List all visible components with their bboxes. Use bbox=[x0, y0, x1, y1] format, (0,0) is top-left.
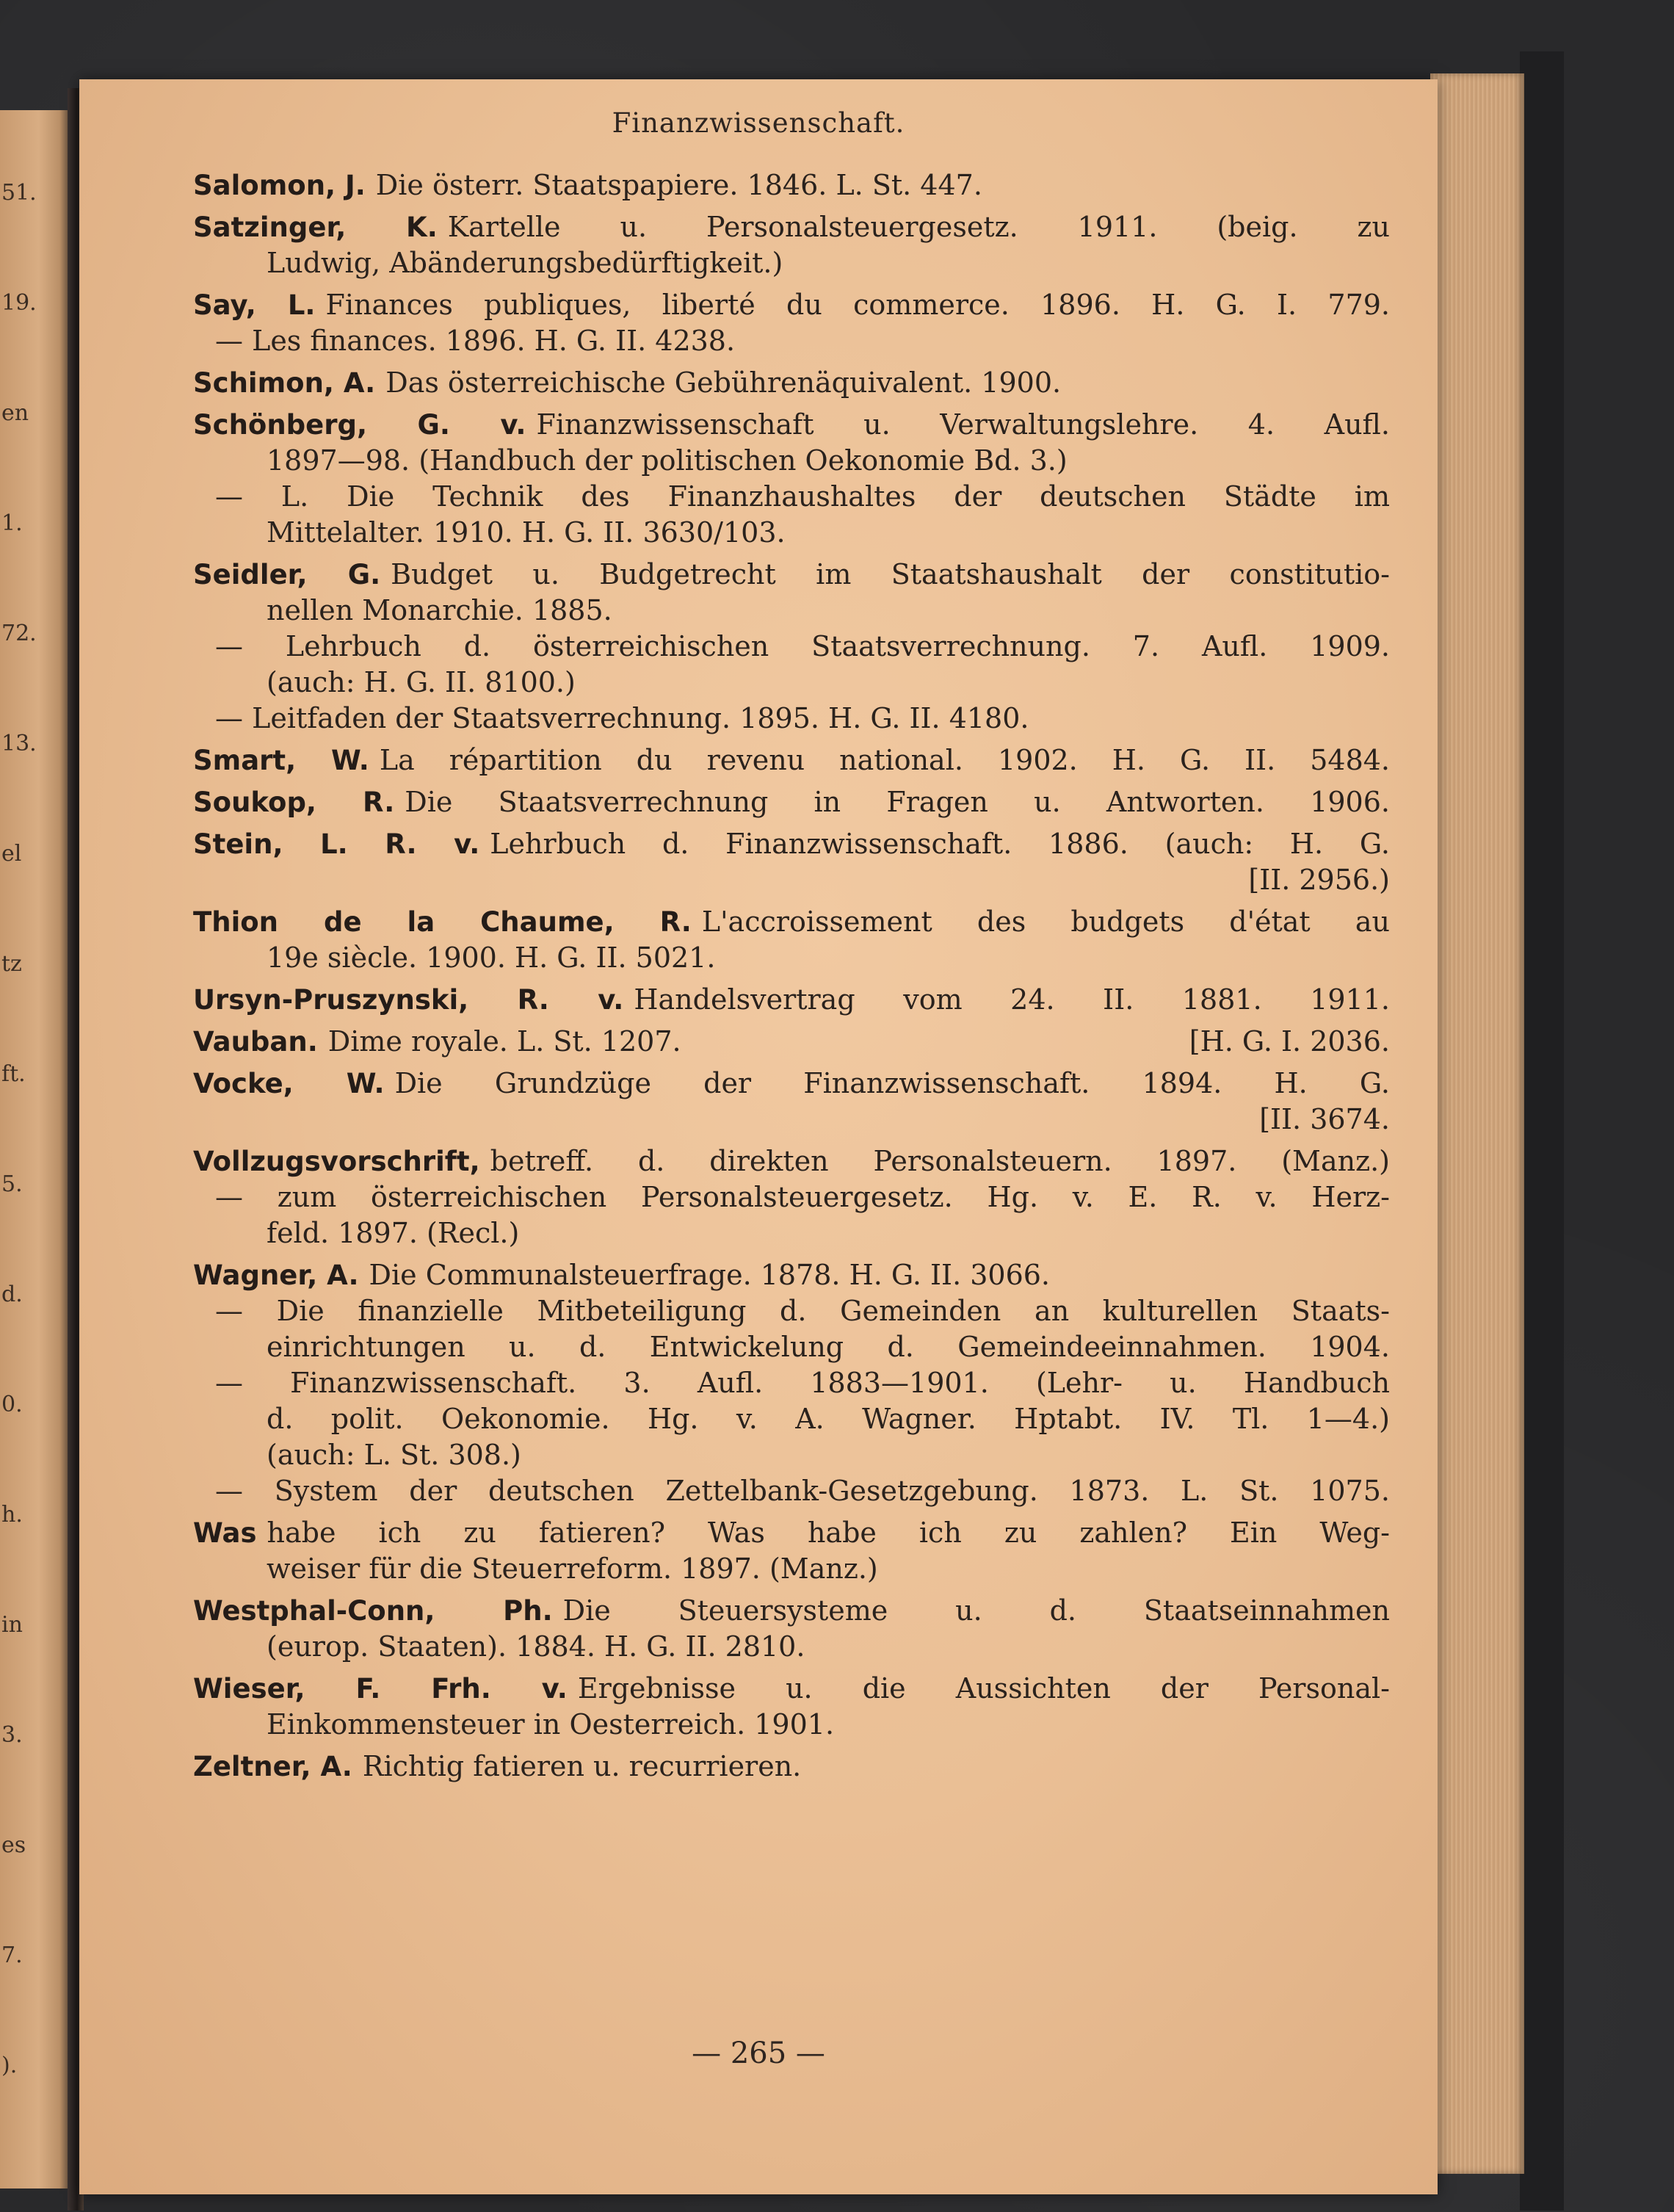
facing-page-edge bbox=[0, 110, 70, 2188]
entry-author: Vocke, W. bbox=[193, 1068, 385, 1099]
entry-author: Wieser, F. Frh. v. bbox=[193, 1673, 568, 1705]
entry-text: — Lehrbuch d. österreichischen Staatsverrechnung. 7. Aufl. 1909. bbox=[215, 630, 1390, 662]
entry-text: habe ich zu fatieren? Was habe ich zu zahlen? Ein Weg- bbox=[267, 1517, 1390, 1549]
entry-text: — Les finances. 1896. H. G. II. 4238. bbox=[215, 325, 736, 357]
facing-page-fragment: tz bbox=[1, 951, 22, 977]
entry-author: Thion de la Chaume, R. bbox=[193, 906, 692, 938]
entry-text: 19e siècle. 1900. H. G. II. 5021. bbox=[267, 941, 716, 974]
facing-page-fragment: es bbox=[1, 1832, 26, 1858]
entry-author: Vauban. bbox=[193, 1026, 318, 1058]
entry-text: [II. 3674. bbox=[1259, 1103, 1390, 1135]
entry-author: Seidler, G. bbox=[193, 559, 381, 590]
facing-page-fragment: 7. bbox=[1, 1942, 23, 1968]
bibliography-entry bbox=[193, 167, 1390, 203]
entry-text: — L. Die Technik des Finanzhaushaltes der deutschen Städte im bbox=[215, 480, 1390, 513]
entry-text: Ludwig, Abänderungsbedürftigkeit.) bbox=[267, 247, 783, 279]
entry-author: Ursyn-Pruszynski, R. v. bbox=[193, 984, 624, 1016]
facing-page-fragment: 72. bbox=[1, 621, 37, 646]
bibliography-entry bbox=[193, 1593, 1390, 1665]
entry-text: (europ. Staaten). 1884. H. G. II. 2810. bbox=[267, 1630, 805, 1663]
entry-text: La répartition du revenu national. 1902. H. G. II. 5484. bbox=[379, 744, 1390, 776]
entry-text: Die österr. Staatspapiere. 1846. L. St. 447. bbox=[375, 169, 982, 201]
bibliography-entry bbox=[193, 557, 1390, 737]
entry-text: Dime royale. L. St. 1207. bbox=[327, 1025, 681, 1058]
bibliography-entry bbox=[193, 1143, 1390, 1251]
bibliography-entry bbox=[193, 209, 1390, 281]
bibliography-entry bbox=[193, 826, 1390, 898]
facing-page-fragment: en bbox=[1, 400, 29, 426]
facing-page-fragment: ). bbox=[1, 2053, 18, 2078]
entry-author: Westphal-Conn, Ph. bbox=[193, 1595, 553, 1627]
entry-text: Einkommensteuer in Oesterreich. 1901. bbox=[267, 1708, 835, 1741]
bibliography-entry bbox=[193, 1257, 1390, 1509]
entry-author: Say, L. bbox=[193, 289, 316, 321]
facing-page-fragment: ft. bbox=[1, 1061, 26, 1087]
page-number: — 265 — bbox=[692, 2036, 825, 2070]
entry-text: einrichtungen u. d. Entwickelung d. Gemeindeeinnahmen. 1904. bbox=[267, 1331, 1390, 1363]
entry-author: Soukop, R. bbox=[193, 787, 395, 818]
entry-text: — Die finanzielle Mitbeteiligung d. Gemeinden an kulturellen Staats- bbox=[215, 1295, 1390, 1327]
entry-author: Zeltner, A. bbox=[193, 1751, 352, 1782]
entry-text: Finances publiques, liberté du commerce. 1896. H. G. I. 779. bbox=[325, 289, 1391, 321]
facing-page-fragment: h. bbox=[1, 1502, 23, 1528]
entry-text: Die Steuersysteme u. d. Staatseinnahmen bbox=[562, 1594, 1390, 1627]
entry-text: Kartelle u. Personalsteuergesetz. 1911. (beig. zu bbox=[447, 211, 1390, 243]
entry-author: Schimon, A. bbox=[193, 367, 376, 399]
entry-text: Lehrbuch d. Finanzwissenschaft. 1886. (auch: H. G. bbox=[490, 828, 1390, 860]
entry-author: Vollzugsvorschrift, bbox=[193, 1146, 480, 1177]
entry-text: betreff. d. direkten Personalsteuern. 1897. (Manz.) bbox=[490, 1145, 1390, 1177]
bibliography-entry bbox=[193, 1024, 1390, 1060]
entry-author: Schönberg, G. v. bbox=[193, 409, 526, 441]
entry-text: — Leitfaden der Staatsverrechnung. 1895. H. G. II. 4180. bbox=[215, 702, 1029, 734]
facing-page-fragment: d. bbox=[1, 1282, 23, 1307]
entry-text: — zum österreichischen Personalsteuergesetz. Hg. v. E. R. v. Herz- bbox=[215, 1181, 1390, 1213]
bibliography-entry bbox=[193, 1671, 1390, 1743]
bibliography-entry bbox=[193, 904, 1390, 976]
entry-author: Wagner, A. bbox=[193, 1259, 359, 1291]
facing-page-fragment: in bbox=[1, 1612, 23, 1638]
bibliography-entry bbox=[193, 1515, 1390, 1587]
bibliography-entry bbox=[193, 1066, 1390, 1138]
facing-page-fragment: 3. bbox=[1, 1722, 23, 1748]
entry-text: (auch: H. G. II. 8100.) bbox=[267, 666, 576, 698]
facing-page-fragment: 51. bbox=[1, 180, 37, 206]
entry-author: Smart, W. bbox=[193, 745, 369, 776]
bibliography-entry bbox=[193, 287, 1390, 359]
entry-text: L'accroissement des budgets d'état au bbox=[701, 906, 1390, 938]
entry-author: Salomon, J. bbox=[193, 170, 366, 201]
entry-text: Ergebnisse u. die Aussichten der Personal- bbox=[577, 1672, 1390, 1705]
entry-text: [H. G. I. 2036. bbox=[1189, 1025, 1390, 1058]
book-page bbox=[79, 79, 1438, 2194]
facing-page-fragment: 0. bbox=[1, 1392, 23, 1417]
facing-page-fragment: 19. bbox=[1, 290, 37, 316]
entry-text: feld. 1897. (Recl.) bbox=[267, 1217, 520, 1249]
entry-text: Die Staatsverrechnung in Fragen u. Antworten. 1906. bbox=[405, 786, 1390, 818]
facing-page-fragment: 13. bbox=[1, 731, 37, 756]
facing-page-fragment: 1. bbox=[1, 510, 23, 536]
entry-text: Die Communalsteuerfrage. 1878. H. G. II. 3066. bbox=[369, 1259, 1051, 1291]
entry-text: Mittelalter. 1910. H. G. II. 3630/103. bbox=[267, 516, 786, 549]
entry-text: Die Grundzüge der Finanzwissenschaft. 1894. H. G. bbox=[394, 1067, 1390, 1099]
entry-text: Handelsvertrag vom 24. II. 1881. 1911. bbox=[634, 983, 1391, 1016]
facing-page-fragment: 5. bbox=[1, 1171, 23, 1197]
entry-text: — System der deutschen Zettelbank-Gesetzgebung. 1873. L. St. 1075. bbox=[215, 1475, 1390, 1507]
page-edges-stack bbox=[1430, 73, 1524, 2174]
entry-text: [II. 2956.) bbox=[1248, 864, 1390, 896]
entry-text: Das österreichische Gebührenäquivalent. 1900. bbox=[385, 366, 1062, 399]
entry-text: d. polit. Oekonomie. Hg. v. A. Wagner. Hptabt. IV. Tl. 1—4.) bbox=[267, 1403, 1390, 1435]
bibliography-entry bbox=[193, 742, 1390, 778]
running-head: Finanzwissenschaft. bbox=[612, 107, 905, 139]
entry-text: 1897—98. (Handbuch der politischen Oekonomie Bd. 3.) bbox=[267, 444, 1068, 477]
entry-author: Satzinger, K. bbox=[193, 212, 438, 243]
bibliography-list bbox=[193, 167, 1390, 1790]
entry-text: — Finanzwissenschaft. 3. Aufl. 1883—1901. (Lehr- u. Handbuch bbox=[215, 1367, 1390, 1399]
entry-text: Richtig fatieren u. recurrieren. bbox=[362, 1750, 802, 1782]
bibliography-entry bbox=[193, 982, 1390, 1018]
entry-text: (auch: L. St. 308.) bbox=[267, 1439, 521, 1471]
entry-text: Finanzwissenschaft u. Verwaltungslehre. 4. Aufl. bbox=[536, 408, 1390, 441]
facing-page-fragment: el bbox=[1, 841, 22, 867]
bibliography-entry bbox=[193, 1749, 1390, 1785]
entry-text: Budget u. Budgetrecht im Staatshaushalt der constitutio- bbox=[391, 558, 1390, 590]
bibliography-entry bbox=[193, 365, 1390, 401]
entry-author: Was bbox=[193, 1517, 257, 1549]
entry-text: weiser für die Steuerreform. 1897. (Manz.) bbox=[267, 1553, 878, 1585]
bibliography-entry bbox=[193, 407, 1390, 551]
entry-author: Stein, L. R. v. bbox=[193, 828, 480, 860]
bibliography-entry bbox=[193, 784, 1390, 820]
book-cover-edge bbox=[1520, 51, 1564, 2211]
entry-text: nellen Monarchie. 1885. bbox=[267, 594, 612, 626]
